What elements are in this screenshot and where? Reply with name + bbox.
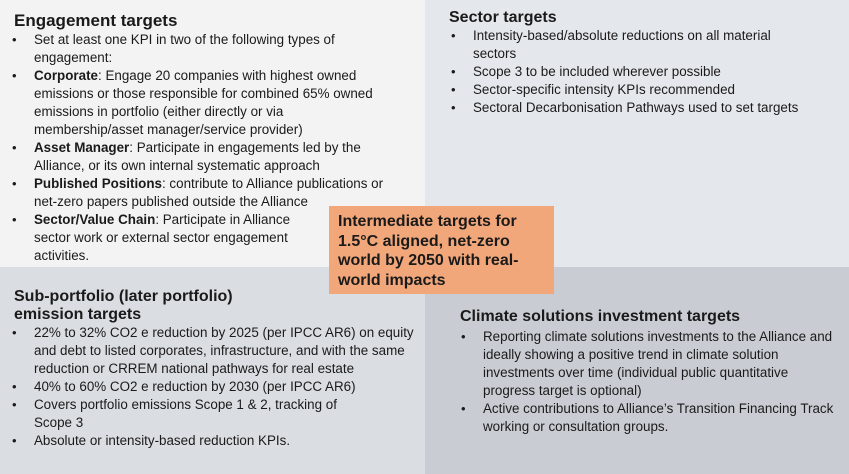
climate-solutions-panel (425, 267, 849, 474)
list-item: • Published Positions: contribute to Alliance publications or net-zero papers published outside the Alliance (12, 176, 384, 209)
intermediate-targets-box (329, 206, 554, 294)
intermediate-targets-text: Intermediate targets for 1.5°C aligned, net-zero world by 2050 with real-world impacts (338, 213, 519, 289)
list-item: • Active contributions to Alliance’s Transition Financing Track working or consultation groups. (461, 401, 834, 434)
bullet-icon: • (12, 212, 17, 227)
list-item: • Sectoral Decarbonisation Pathways used to set targets (451, 100, 799, 115)
list-item: • Corporate: Engage 20 companies with highest owned emissions or those responsible for combined 65% owned emissions in portfolio (either directly or via membership/asset manager/service provider) (12, 68, 373, 137)
sector-targets-list (447, 27, 847, 117)
list-item: • Set at least one KPI in two of the following types of engagement: (12, 32, 335, 65)
bullet-icon: • (12, 68, 17, 83)
subportfolio-targets-panel (0, 267, 425, 474)
list-item: • Scope 3 to be included wherever possible (451, 64, 721, 79)
list-item: • 40% to 60% CO2 e reduction by 2030 (per IPCC AR6) (12, 379, 356, 394)
list-item: • Sector/Value Chain: Participate in Alliance sector work or external sector engagement activities. (12, 212, 291, 263)
bullet-icon: • (12, 325, 17, 340)
bullet-icon: • (451, 64, 456, 79)
list-item: • Sector-specific intensity KPIs recommended (451, 82, 735, 97)
list-item: • Covers portfolio emissions Scope 1 & 2, tracking of Scope 3 (12, 397, 337, 430)
list-item: • Intensity-based/absolute reductions on all material sectors (451, 28, 771, 61)
bullet-icon: • (451, 28, 456, 43)
bullet-icon: • (12, 397, 17, 412)
bullet-icon: • (12, 176, 17, 191)
list-item: • Absolute or intensity-based reduction KPIs. (12, 433, 291, 448)
list-item: • Asset Manager: Participate in engagements led by the Alliance, or its own internal systematic approach (12, 140, 361, 173)
bullet-icon: • (451, 82, 456, 97)
list-item: • 22% to 32% CO2 e reduction by 2025 (per IPCC AR6) on equity and debt to listed corporates, infrastructure, and with the same reduction or CRREM national pathways for real estate (12, 325, 414, 376)
bullet-icon: • (12, 32, 17, 47)
bullet-icon: • (451, 100, 456, 115)
subportfolio-targets-title-line2: emission targets (14, 306, 142, 323)
bullet-icon: • (12, 433, 17, 448)
climate-solutions-title: Climate solutions investment targets (460, 308, 741, 325)
bullet-icon: • (461, 401, 466, 416)
engagement-targets-title: Engagement targets (14, 11, 178, 30)
subportfolio-targets-list (8, 324, 418, 450)
bullet-icon: • (12, 140, 17, 155)
bullet-icon: • (461, 329, 466, 344)
sector-targets-title: Sector targets (449, 9, 557, 26)
list-item: • Reporting climate solutions investments to the Alliance and ideally showing a positive trend in climate solution investments over time (individual public quantitative progress target is optional) (461, 329, 833, 398)
climate-solutions-list (457, 328, 842, 436)
bullet-icon: • (12, 379, 17, 394)
subportfolio-targets-title-line1: Sub-portfolio (later portfolio) (14, 288, 233, 305)
